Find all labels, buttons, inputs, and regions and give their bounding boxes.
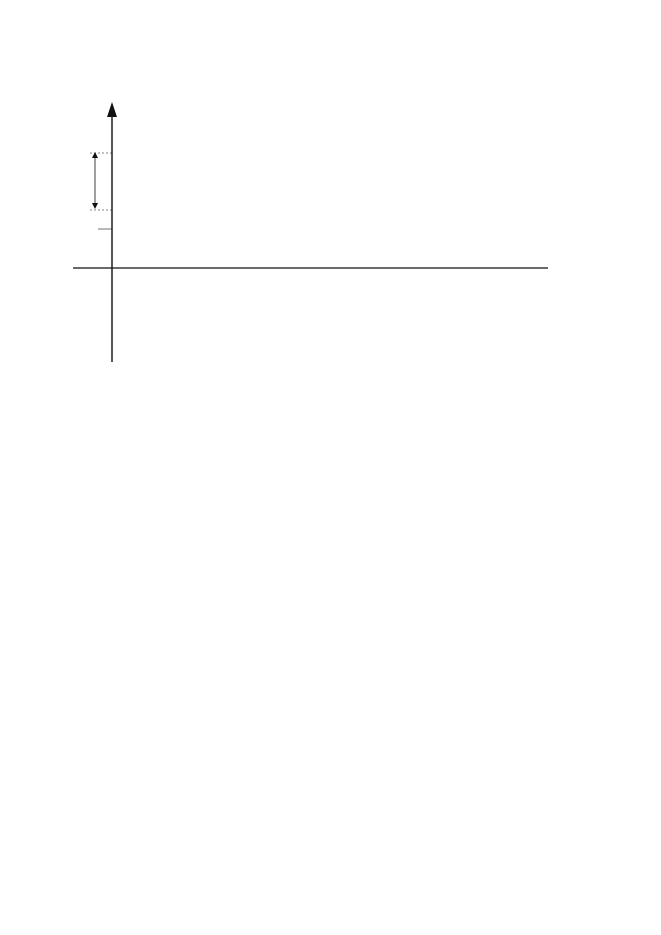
short-circuit-current-figure — [0, 0, 661, 400]
y-axis-arrow — [107, 102, 117, 117]
